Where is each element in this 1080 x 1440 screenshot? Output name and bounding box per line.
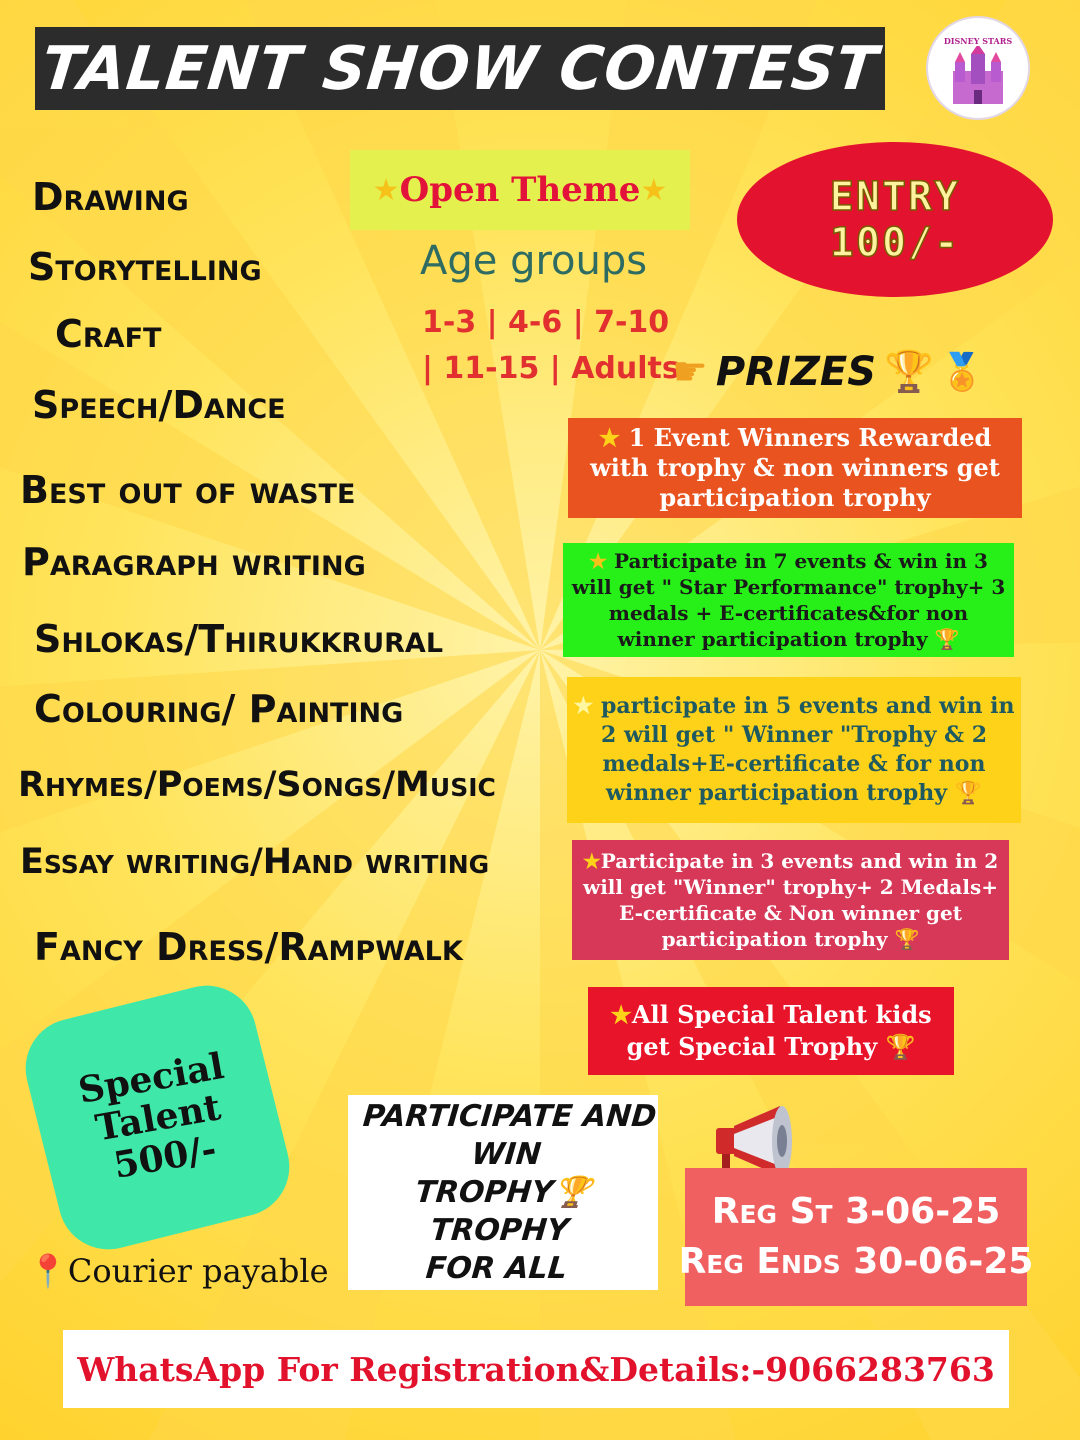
open-theme-label: Open Theme [399,170,641,210]
participate-and-win-card [348,1095,658,1290]
prize-box-3-events [572,840,1009,960]
event-best-out-of-waste: Best out of waste [20,468,356,512]
poster-title: TALENT SHOW CONTEST [38,33,882,104]
star-icon: ★ [589,549,614,573]
pointing-hand-icon: ☛ [672,348,708,395]
age-groups-values [422,300,680,392]
location-pin-icon: 📍 [28,1252,68,1290]
trophy-icon: 🏆 [877,1032,916,1061]
star-icon: ★ [372,172,400,208]
trophy-icon: 🏆 [947,780,983,806]
event-shlokas: Shlokas/Thirukkrural [34,617,444,661]
prize-text: ★ participate in 5 events and win in 2 will get " Winner "Trophy & 2 medals+E-certificate & for non winner participation trophy 🏆 [573,693,1015,806]
prize-box-special-talent [588,987,954,1075]
event-paragraph-writing: Paragraph writing [22,540,366,584]
registration-start: Reg St 3-06-25 [711,1191,1001,1232]
event-drawing: Drawing [32,175,189,219]
entry-fee-badge [737,142,1053,297]
participate-and-win-text [340,1098,667,1288]
logo-text: DISNEY STARS [943,36,1013,46]
prize-text: ★All Special Talent kids get Special Trophy 🏆 [610,1000,932,1061]
age-groups-title: Age groups [420,238,648,284]
event-storytelling: Storytelling [28,245,262,289]
age-groups-line: | 11-15 | Adults [422,351,680,386]
event-rhymes-music: Rhymes/Poems/Songs/Music [18,765,496,805]
prize-text: ★Participate in 3 events and win in 2 will get "Winner" trophy+ 2 Medals+ E-certificate & Non winner get participation trophy 🏆 [582,849,999,951]
whatsapp-contact-text: WhatsApp For Registration&Details:-9066283763 [77,1349,995,1389]
trophy-icon: 🏆 [884,349,934,395]
trophy-icon: 🏆 [551,1174,593,1210]
registration-end: Reg Ends 30-06-25 [678,1241,1034,1282]
participate-line: FOR ALL [424,1250,569,1286]
medal-icon: 🏅 [939,351,985,393]
star-icon: ★ [640,172,668,208]
courier-note: 📍Courier payable [28,1252,329,1290]
open-theme-banner [350,150,690,230]
registration-dates-box [678,1168,1034,1306]
trophy-icon: 🏆 [887,927,920,951]
special-talent-label: Special Talent 500/- [74,1044,227,1187]
prize-box-7-events [563,543,1014,657]
star-icon: ★ [582,849,601,873]
event-speech-dance: Speech/Dance [32,383,286,427]
star-icon: ★ [610,1000,632,1029]
star-icon: ★ [573,693,601,719]
prizes-heading [672,348,985,395]
entry-fee-value: 100/- [829,219,961,266]
event-fancy-dress: Fancy Dress/Rampwalk [34,925,463,969]
participate-line: TROPHY🏆TROPHY [413,1174,593,1248]
prize-text: ★ Participate in 7 events & win in 3 will get " Star Performance" trophy+ 3 medals + E-certificates&for non winner participation trophy 🏆 [571,549,1006,651]
title-banner [35,27,885,110]
prizes-label: PRIZES [715,348,876,395]
disney-stars-logo [926,16,1030,120]
prize-box-1-event [568,418,1022,518]
event-colouring-painting: Colouring/ Painting [34,687,404,731]
whatsapp-contact-bar [63,1330,1009,1408]
prize-text: ★ 1 Event Winners Rewarded with trophy & non winners get participation trophy [590,423,1000,512]
castle-icon [943,46,1013,106]
star-icon: ★ [598,423,629,452]
trophy-icon: 🏆 [927,627,960,651]
entry-label: ENTRY [829,173,961,220]
event-craft: Craft [55,312,162,356]
event-essay-handwriting: Essay writing/Hand writing [20,842,490,882]
prize-box-5-events [567,677,1021,823]
age-groups-line: 1-3 | 4-6 | 7-10 [422,305,670,340]
participate-line: PARTICIPATE AND WIN [361,1098,658,1172]
